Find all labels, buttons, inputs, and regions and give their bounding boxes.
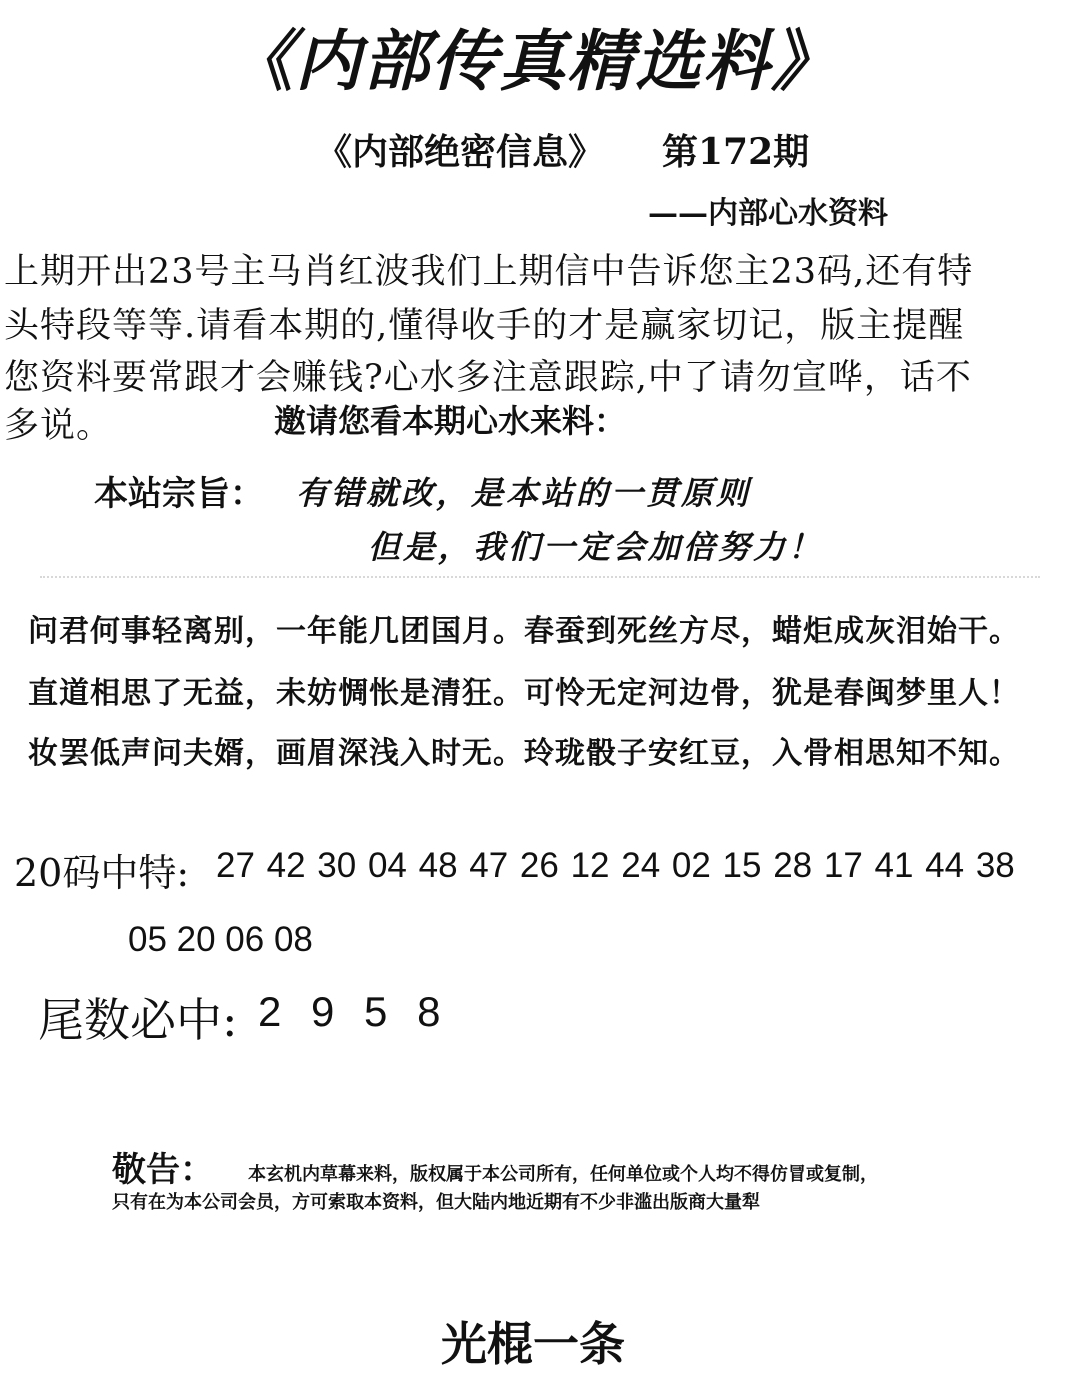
section-divider	[40, 576, 1040, 578]
footer-text: 光棍一条	[441, 1317, 625, 1371]
intro-line-3: 您资料要常跟才会赚钱?心水多注意跟踪,中了请勿宣哗，话不	[4, 358, 972, 398]
subtitle: 《内部绝密信息》	[316, 131, 605, 173]
poem-line-2: 直道相思了无益，未妨惆怅是清狂。可怜无定河边骨，犹是春闽梦里人！	[28, 676, 1020, 711]
issue-number: 第172期	[662, 131, 810, 173]
intro-line-1: 上期开出23号主马肖红波我们上期信中告诉您主23码,还有特	[4, 252, 974, 292]
invite-text: 邀请您看本期心水来料：	[274, 402, 627, 440]
code-label: 20码中特:	[14, 851, 190, 895]
purpose-label: 本站宗旨：	[94, 474, 264, 514]
main-title: 《内部传真精选料》	[227, 22, 839, 100]
notice-line-1: 本玄机内草幕来料，版权属于本公司所有，任何单位或个人均不得仿冒或复制，	[248, 1164, 878, 1185]
code-numbers-line-1: 27 42 30 04 48 47 26 12 24 02 15 28 17 41 44 38	[216, 846, 1015, 885]
source-line: ——内部心水资料	[648, 196, 888, 231]
notice-label: 敬告：	[112, 1150, 214, 1190]
poem-line-1: 问君何事轻离别，一年能几团国月。春蚕到死丝方尽，蜡炬成灰泪始干。	[28, 614, 1020, 649]
purpose-line-2: 但是，我们一定会加倍努力！	[368, 528, 824, 566]
notice-line-2: 只有在为本公司会员，方可索取本资料，但大陆内地近期有不少非滥出版商大量犁	[112, 1192, 760, 1213]
tail-numbers: 2 9 5 8	[258, 988, 441, 1035]
tail-label: 尾数必中:	[38, 993, 238, 1047]
intro-line-4: 多说。	[4, 406, 113, 446]
code-numbers-line-2: 05 20 06 08	[128, 920, 313, 959]
purpose-line-1: 有错就改，是本站的一贯原则	[296, 474, 752, 512]
poem-line-3: 妆罢低声问夫婿，画眉深浅入时无。玲珑骰子安红豆，入骨相思知不知。	[28, 736, 1020, 771]
intro-line-2: 头特段等等.请看本期的,懂得收手的才是赢家切记，版主提醒	[4, 306, 965, 346]
